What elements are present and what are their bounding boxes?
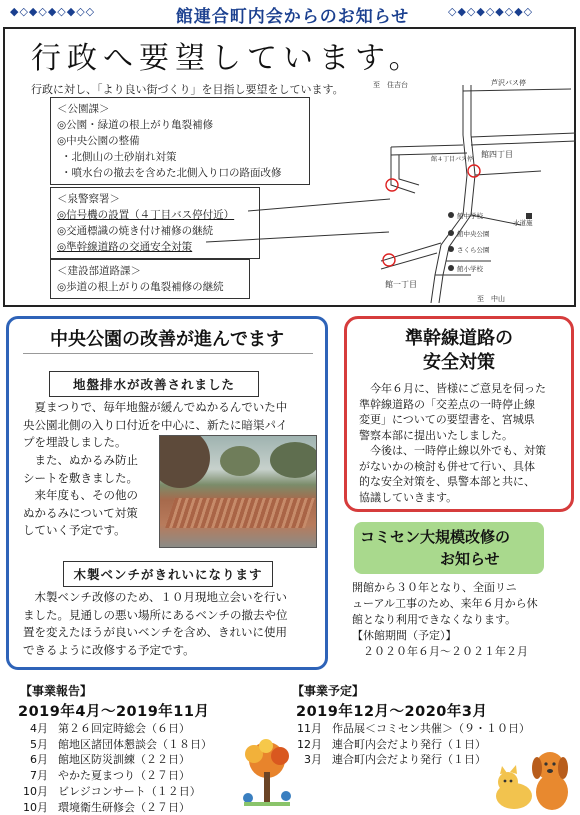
event-text: 館地区諸団体懇談会（１８日） [58, 737, 212, 751]
event-month: 10月 [23, 800, 48, 814]
event-text: 連合町内会だより発行（１日） [332, 753, 486, 767]
text-line: また、ぬかるみ防止 [23, 453, 138, 467]
dept-parks-head: ＜公園課＞ [57, 103, 110, 115]
dept-police-item: ◎信号機の設置（４丁目バス停付近） [57, 209, 235, 221]
map-label-icchome: 館一丁目 [385, 280, 417, 289]
dept-police-item: ◎交通標識の焼き付け補修の継続 [57, 225, 214, 237]
dept-parks-item: ・噴水台の撤去を含めた北側入り口の路面改修 [61, 167, 282, 179]
divider [23, 353, 313, 354]
event-text: 作品展＜コミセン共催＞（９・１０日） [332, 722, 530, 735]
safety-title-line1: 準幹線道路の [405, 328, 513, 349]
commu-title [354, 522, 544, 574]
list-item [22, 768, 262, 784]
event-month: 12月 [297, 737, 322, 751]
text-line: 協議していきます。 [359, 490, 458, 504]
park-subhead-drainage: 地盤排水が改善されました [49, 371, 259, 397]
tree-illustration [236, 738, 298, 810]
dept-police-head: ＜泉警察署＞ [57, 193, 120, 205]
event-text: 連合町内会だより発行（１日） [332, 737, 486, 751]
park-section [6, 316, 328, 670]
list-item [22, 752, 262, 768]
safety-text [359, 381, 573, 505]
text-line: ２０２０年６月～２０２１年２月 [352, 645, 528, 658]
dept-parks-item: ◎中央公園の整備 [57, 135, 140, 147]
report-range: 2019年4月～2019年11月 [18, 704, 210, 720]
header-banner [0, 0, 580, 26]
text-line: ューアル工事のため、来年６月から休 [352, 597, 538, 610]
dept-roads-item: ◎歩道の根上がりの亀裂補修の継続 [57, 281, 224, 293]
commu-section [342, 522, 578, 670]
dept-parks-item: ・北側山の土砂崩れ対策 [61, 151, 177, 163]
event-month: 3月 [304, 753, 322, 767]
text-line: 的な安全対策を、県警本部と共に、 [359, 475, 535, 488]
text-line: 準幹線道路の「交差点の一時停止線 [359, 397, 535, 411]
text-line: ぬかるみについて対策 [23, 505, 138, 520]
report-list [22, 721, 262, 815]
text-line: できるように改修する予定です。 [23, 642, 195, 657]
text-line: していく予定です。 [23, 523, 126, 537]
event-text: ビレジコンサート（１２日） [58, 784, 201, 798]
event-text: 環境衛生研修会（２７日） [58, 800, 190, 814]
list-item [296, 721, 556, 737]
text-line: 今年６月に、皆様にご意見を伺った [359, 382, 546, 395]
commu-title-line2: お知らせ [440, 550, 500, 568]
safety-title-line2: 安全対策 [423, 352, 495, 373]
text-line: 【休館期間（予定）】 [352, 629, 457, 642]
text-line: ました。見通しの悪い場所にあるベンチの撤去や位 [23, 607, 288, 622]
pets-illustration [490, 744, 576, 812]
event-text: 第２６回定時総会（６日） [58, 722, 190, 735]
park-title: 中央公園の改善が進んでます [50, 329, 284, 350]
plan-title: 【事業予定】 [292, 684, 365, 698]
list-item [22, 784, 262, 800]
commu-title-line1: コミセン大規模改修の [360, 528, 511, 546]
event-text: 館地区防災訓練（２２日） [58, 753, 190, 767]
map-label-chu: 館中学校 [457, 212, 483, 220]
text-line: がないかの検討も併せて行い、具体 [359, 459, 535, 473]
dept-parks-item: ◎公園・緑道の根上がり亀裂補修 [57, 119, 214, 131]
park-subhead-bench: 木製ベンチがきれいになります [63, 561, 273, 587]
request-section [3, 27, 576, 307]
event-month: 10月 [23, 784, 48, 798]
list-item [22, 800, 262, 815]
text-line: シートを敷きました。 [23, 470, 138, 485]
park-text-bench [23, 589, 323, 659]
plan-range: 2019年12月～2020年3月 [296, 704, 488, 720]
text-line: 来年度も、その他の [23, 488, 138, 502]
map-label-sakura: さくら公園 [457, 246, 490, 254]
report-title: 【事業報告】 [20, 684, 93, 698]
event-month: 4月 [30, 722, 48, 735]
text-line: 警察本部に提出いたしました。 [359, 428, 513, 442]
text-line: 木製ベンチ改修のため、１０月現地立会いを行い [23, 590, 288, 604]
park-photo [159, 435, 317, 548]
event-month: 5月 [30, 737, 48, 751]
area-map [371, 75, 576, 303]
text-line: プを埋設しました。 [23, 435, 127, 449]
request-intro: 行政に対し、「より良い街づくり」を目指し要望をしています。 [31, 83, 344, 96]
banner-diamonds-right: ◇◆◇◆◇◆◇◆◇ [448, 5, 534, 18]
event-text: やかた夏まつり（２７日） [58, 769, 190, 783]
event-month: 6月 [30, 753, 48, 767]
list-item [22, 737, 262, 753]
text-line: 夏まつりで、毎年地盤が緩んでぬかるんでいた中 [23, 400, 288, 414]
text-line: 館となり利用できなくなります。 [352, 613, 517, 626]
map-label-park: 館中央公園 [457, 230, 490, 238]
map-label-bus2: 館４丁目バス停 [431, 156, 474, 163]
list-item [22, 721, 262, 737]
text-line: 今後は、一時停止線以外でも、対策 [359, 444, 546, 457]
text-line: 央公園北側の入り口付近を中心に、新たに暗渠パイ [23, 417, 288, 432]
dept-roads-head: ＜建設部道路課＞ [57, 265, 141, 277]
safety-section [344, 316, 574, 512]
map-label-suisha: 水道施 [513, 219, 533, 227]
map-label-bottom: 至 中山 [477, 295, 505, 303]
event-month: 11月 [297, 722, 322, 735]
commu-text [352, 580, 574, 660]
map-label-sho: 館小学校 [457, 265, 483, 273]
dept-police-item: ◎準幹線道路の交通安全対策 [57, 241, 193, 253]
text-line: 開館から３０年となり、全面リニ [352, 581, 517, 594]
request-title: 行政へ要望しています。 [31, 41, 425, 76]
safety-title [347, 327, 571, 375]
map-label-top: 至 住吉台 [373, 81, 408, 89]
text-line: 置を変えたほうが良いベンチを含め、きれいに使用 [23, 625, 288, 639]
park-text-sheet [23, 452, 158, 540]
banner-diamonds-left: ◆◇◆◇◆◇◆◇◇ [10, 5, 96, 18]
map-label-yon: 館四丁目 [481, 150, 513, 159]
text-line: 変更」についての要望書を、宮城県 [359, 413, 535, 426]
map-label-bus: 芦沢バス停 [491, 79, 526, 87]
event-month: 7月 [30, 769, 48, 783]
newsletter-title: 館連合町内会からのお知らせ [175, 7, 410, 27]
